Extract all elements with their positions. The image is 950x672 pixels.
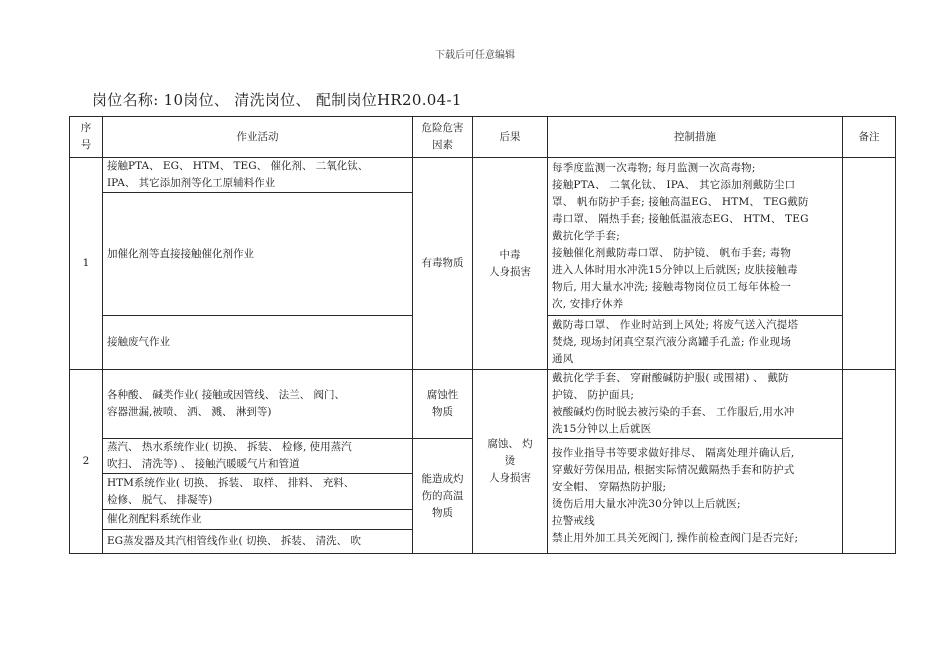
activity-cell: 各种酸、 碱类作业( 接触或因管线、 法兰、 阀门、 容器泄漏,被喷、 洒、 溅、 淋到等) — [103, 370, 413, 439]
header-hazard: 危险危害 因素 — [413, 117, 473, 158]
header-remark: 备注 — [843, 117, 896, 158]
header-activity: 作业活动 — [103, 117, 413, 158]
control-cell: 按作业指导书等要求做好排尽、 隔离处理并确认后, 穿戴好劳保用品, 根据实际情况戴隔热手套和防护式 安全帽、 穿隔热防护服; 烫伤后用大量水冲洗30分钟以上后就医; 拉警戒线 禁止用外加工具关死阀门, 操作前检查阀门是否完好; — [548, 439, 843, 554]
consequence-cell: 腐蚀、 灼 烫 人身损害 — [473, 370, 548, 554]
activity-cell: 接触废气作业 — [103, 316, 413, 370]
header-consequence: 后果 — [473, 117, 548, 158]
control-cell: 戴防毒口罩、 作业时站到上风处; 将废气送入汽提塔 焚烧, 现场封闭真空泵汽液分离罐手孔盖; 作业现场 通风 — [548, 316, 843, 370]
document-title: 岗位名称: 10岗位、 清洗岗位、 配制岗位HR20.04-1 — [92, 91, 462, 109]
remark-cell — [843, 370, 896, 554]
activity-cell: EG蒸发器及其汽相管线作业( 切换、 拆装、 清洗、 吹 — [103, 530, 413, 554]
table-header-row — [70, 117, 896, 158]
activity-cell: 蒸汽、 热水系统作业( 切换、 拆装、 检修, 使用蒸汽 吹扫、 清洗等) 、 接触汽暖暖气片和管道 — [103, 439, 413, 474]
hazard-control-table — [69, 116, 896, 554]
control-cell: 戴抗化学手套、 穿耐酸碱防护服( 或围裙) 、 戴防 护镜、 防护面具; 被酸碱灼伤时脱去被污染的手套、 工作服后,用水冲 洗15分钟以上后就医 — [548, 370, 843, 439]
header-note: 下载后可任意编辑 — [435, 50, 515, 61]
table-row — [70, 370, 896, 439]
activity-cell: 接触PTA、 EG、 HTM、 TEG、 催化剂、 二氧化钛、 IPA、 其它添加剂等化工原辅料作业 — [103, 158, 413, 193]
seq-cell: 2 — [70, 370, 103, 554]
consequence-cell: 中毒 人身损害 — [473, 158, 548, 370]
header-seq: 序 号 — [70, 117, 103, 158]
seq-cell: 1 — [70, 158, 103, 370]
hazard-cell: 有毒物质 — [413, 158, 473, 370]
remark-cell — [843, 158, 896, 370]
hazard-cell: 腐蚀性 物质 — [413, 370, 473, 439]
activity-cell: HTM系统作业( 切换、 拆装、 取样、 排料、 充料、 检修、 脱气、 排凝等) — [103, 474, 413, 510]
header-control: 控制措施 — [548, 117, 843, 158]
activity-cell: 催化剂配料系统作业 — [103, 510, 413, 530]
activity-cell: 加催化剂等直接接触催化剂作业 — [103, 193, 413, 316]
control-cell: 每季度监测一次毒物; 每月监测一次高毒物; 接触PTA、 二氧化钛、 IPA、 其它添加剂戴防尘口 罩、 帆布防护手套; 接触高温EG、 HTM、 TEG戴防 毒口罩、 隔热手套; 接触低温液态EG、 HTM、 TEG 戴抗化学手套; 接触催化剂戴防毒口罩、 防护镜、 帆布手套; 毒物 进入人体时用水冲洗15分钟以上后就医; 皮肤接触毒 物后, 用大量水冲洗; 接触毒物岗位员工每年体检一 次, 安排疗休养 — [548, 158, 843, 316]
hazard-cell: 能造成灼 伤的高温 物质 — [413, 439, 473, 554]
table-row — [70, 158, 896, 193]
